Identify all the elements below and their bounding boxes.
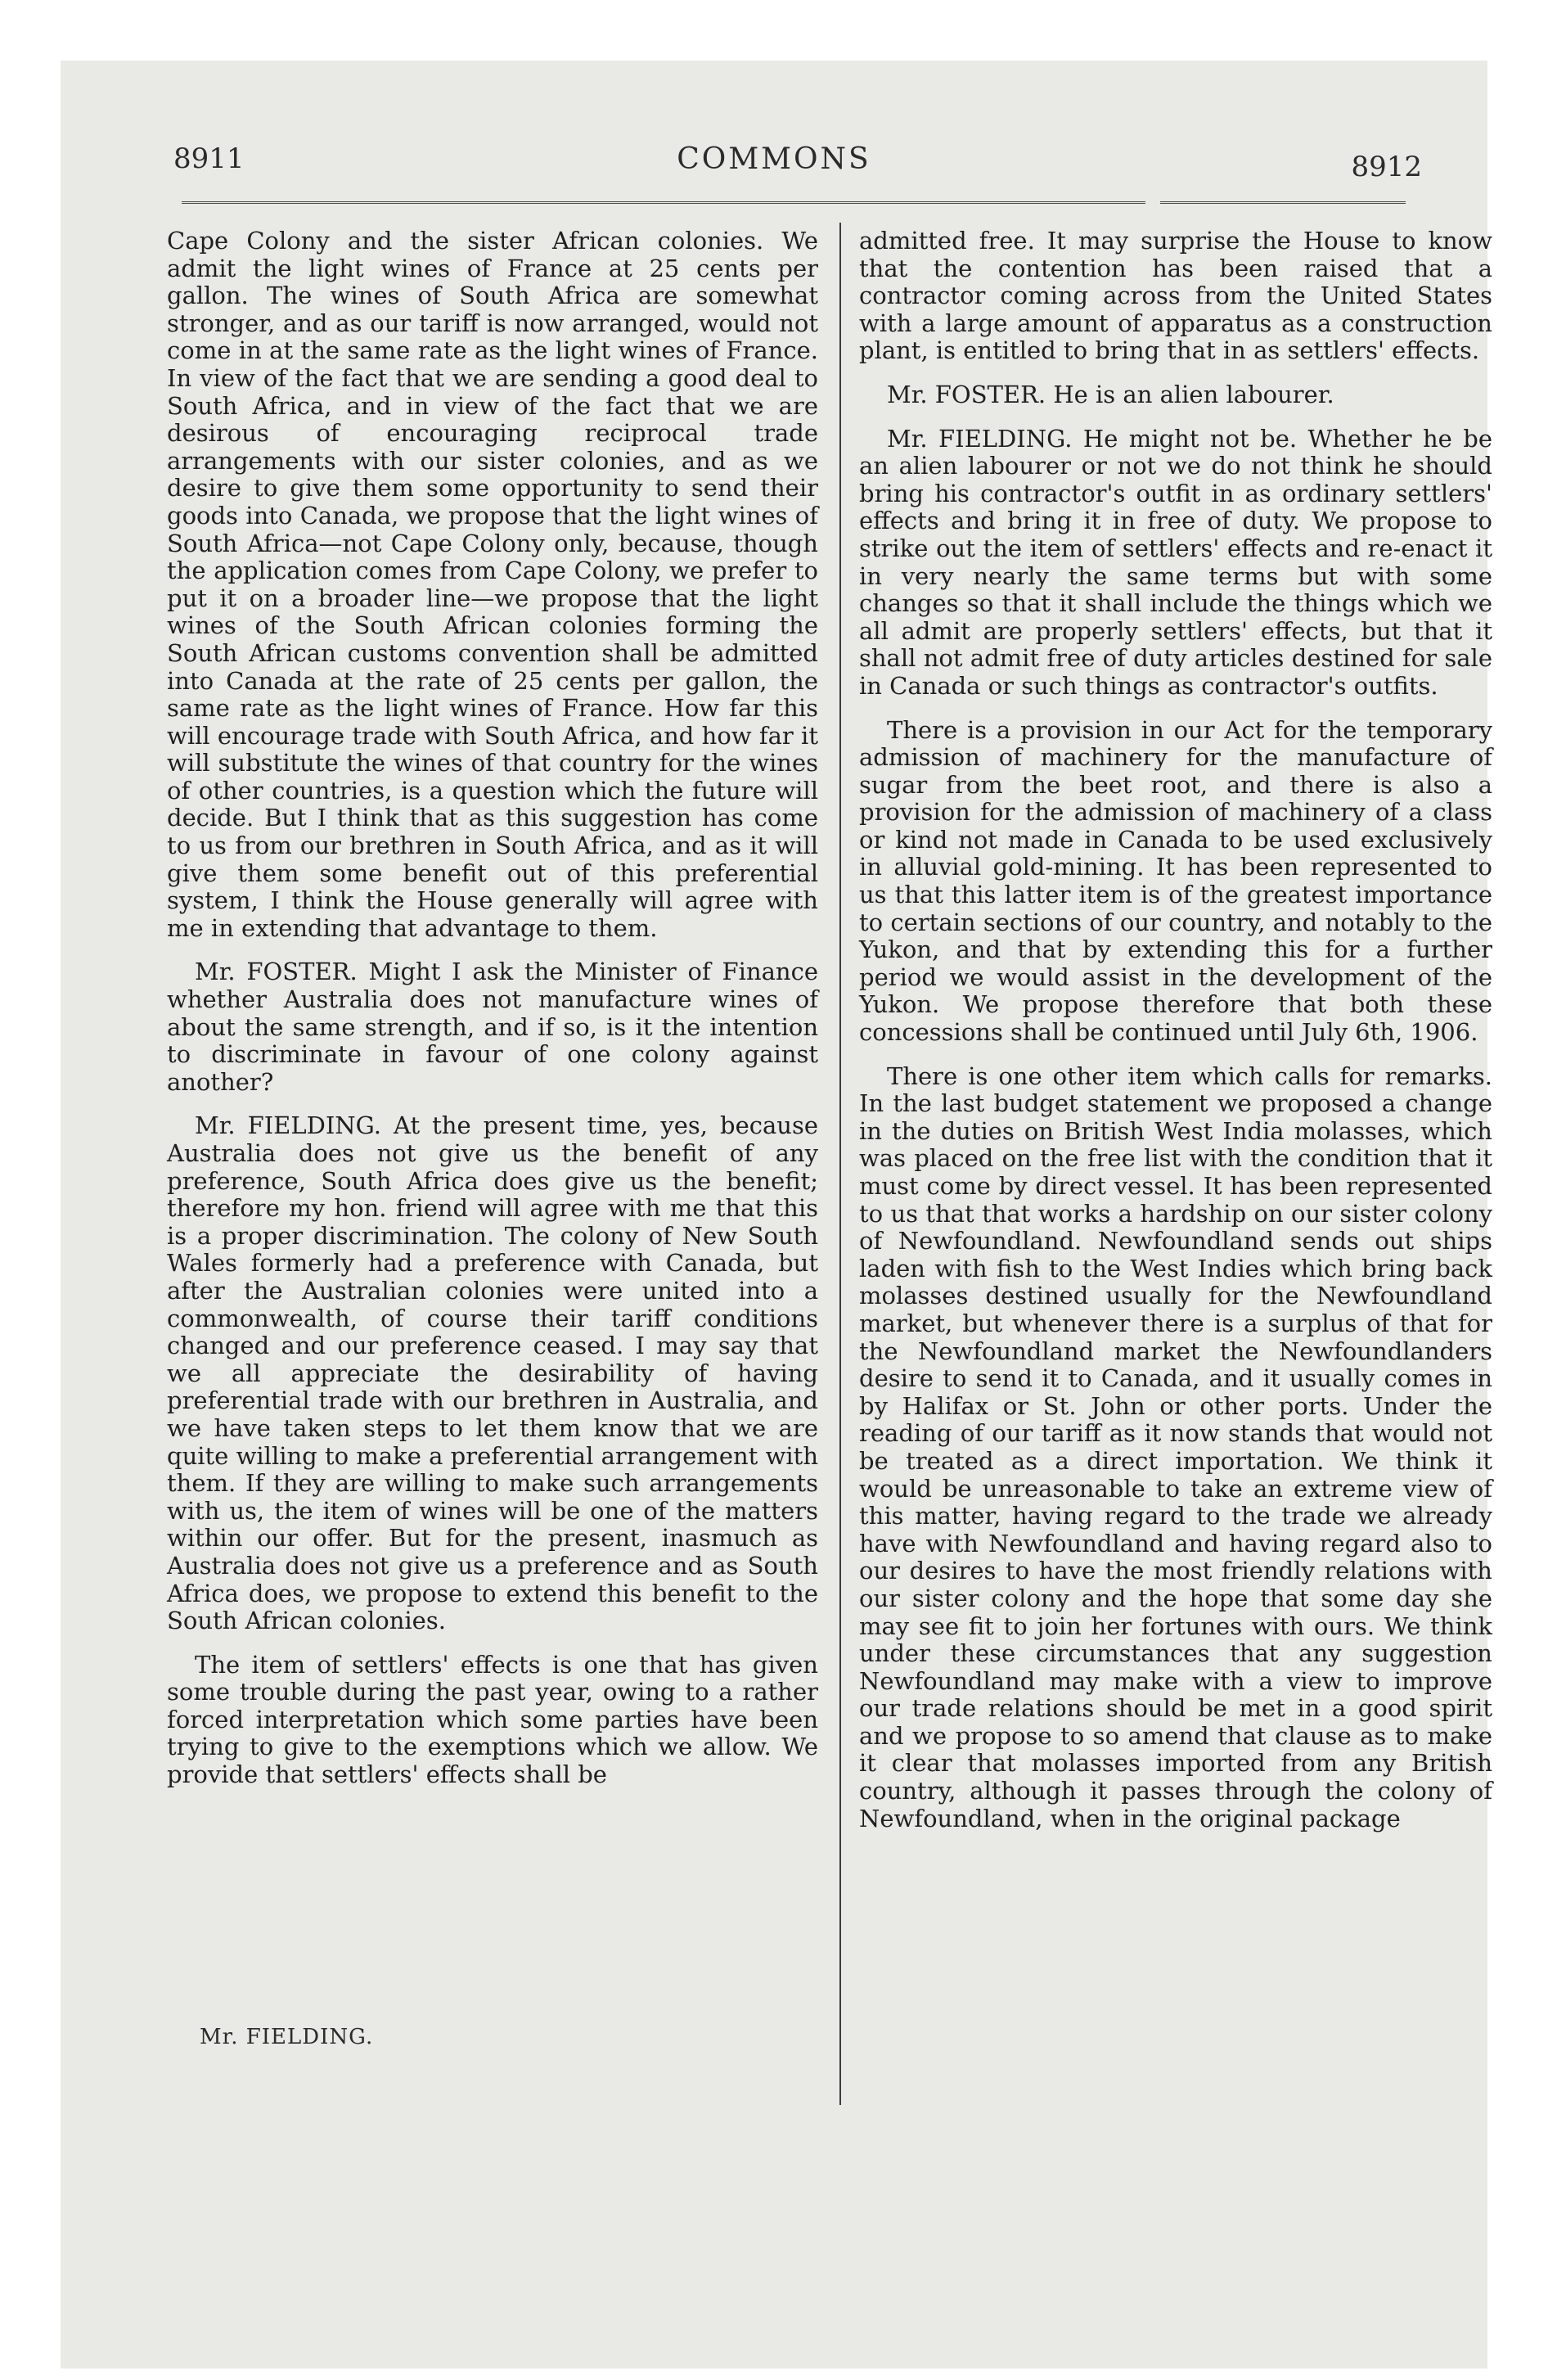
paragraph: Mr. FOSTER. Might I ask the Minister of Finance whether Australia does not manufacture wines of about the same strength, and if so, is it the intention to discriminate in favour of one colony against another? [167,958,818,1096]
running-title: COMMONS [677,142,871,176]
paragraph: The item of settlers' effects is one that has given some trouble during the past year, owing to a rather forced interpretation which some parties have been trying to give to the exemptions which we allow. We provide that settlers' effects shall be [167,1650,818,1789]
page-number-right: 8912 [1351,151,1422,183]
scanned-page [61,61,1492,2369]
header-rule-left [182,201,1145,204]
paragraph: There is one other item which calls for remarks. In the last budget statement we proposed a change in the duties on British West India molasses, which was placed on the free list with the condition that it must come by direct vessel. It has been represented to us that that works a hardship on our sister colony of Newfoundland. Newfoundland sends out ships laden with fish to the West Indies which bring back molasses destined usually for the Newfoundland market, but whenever there is a surplus of that for the Newfoundland market the Newfoundlanders desire to send it to Canada, and it usually comes in by Halifax or St. John or other ports. Under the reading of our tariff as it now stands that would not be treated as a direct importation. We think it would be unreasonable to take an extreme view of this matter, having regard to the trade we already have with Newfoundland and having regard also to our desires to have the most friendly relations with our sister colony and the hope that some day she may see fit to join her fortunes with ours. We think under these circumstances that any suggestion Newfoundland may make with a view to improve our trade relations should be met in a good spirit and we propose to so amend that clause as to make it clear that molasses imported from any British country, although it passes through the colony of Newfoundland, when in the original package [859,1062,1492,1832]
left-column [167,228,818,1805]
column-divider [839,223,841,2105]
page-footer: Mr. FIELDING. [200,2025,374,2049]
paragraph: Cape Colony and the sister African colonies. We admit the light wines of France at 25 cents per gallon. The wines of South Africa are somewhat stronger, and as our tariff is now arranged, would not come in at the same rate as the light wines of France. In view of the fact that we are sending a good deal to South Africa, and in view of the fact that we are desirous of encouraging reciprocal trade arrangements with our sister colonies, and as we desire to give them some opportunity to send their goods into Canada, we propose that the light wines of South Africa—not Cape Colony only, because, though the application comes from Cape Colony, we prefer to put it on a broader line—we propose that the light wines of the South African colonies forming the South African customs convention shall be admitted into Canada at the rate of 25 cents per gallon, the same rate as the light wines of France. How far this will encourage trade with South Africa, and how far it will substitute the wines of that country for the wines of other countries, is a question which the future will decide. But I think that as this suggestion has come to us from our brethren in South Africa, and as it will give them some benefit out of this preferential system, I think the House generally will agree with me in extending that advantage to them. [167,227,818,942]
paragraph: Mr. FOSTER. He is an alien labourer. [887,380,1334,408]
page-number-left: 8911 [173,142,245,175]
page-header [61,142,1487,192]
header-rule-right [1160,201,1406,204]
paragraph: Mr. FIELDING. He might not be. Whether he be an alien labourer or not we do not think he should bring his contractor's outfit in as ordinary settlers' effects and bring it in free of duty. We propose to strike out the item of settlers' effects and re-enact it in very nearly the same terms but with some changes so that it shall include the things which we all admit are properly settlers' effects, but that it shall not admit free of duty articles destined for sale in Canada or such things as contractor's outfits. [859,424,1492,700]
paragraph: There is a provision in our Act for the temporary admission of machinery for the manufacture of sugar from the beet root, and there is also a provision for the admission of machinery of a class or kind not made in Canada to be used exclusively in alluvial gold-mining. It has been represented to us that this latter item is of the greatest importance to certain sections of our country, and notably to the Yukon, and that by extending this for a further period we would assist in the development of the Yukon. We propose therefore that both these concessions shall be continued until July 6th, 1906. [859,715,1492,1047]
right-column [859,228,1492,1849]
paragraph: Mr. FIELDING. At the present time, yes, because Australia does not give us the benefit of any preference, South Africa does give us the benefit; therefore my hon. friend will agree with me that this is a proper discrimination. The colony of New South Wales formerly had a preference with Canada, but after the Australian colonies were united into a commonwealth, of course their tariff conditions changed and our preference ceased. I may say that we all appreciate the desirability of having preferential trade with our brethren in Australia, and we have taken steps to let them know that we are quite willing to make a preferential arrangement with them. If they are willing to make such arrangements with us, the item of wines will be one of the matters within our offer. But for the present, inasmuch as Australia does not give us a preference and as South Africa does, we propose to extend this benefit to the South African colonies. [167,1111,818,1635]
paragraph: admitted free. It may surprise the House to know that the contention has been raised that a contractor coming across from the United States with a large amount of apparatus as a construction plant, is entitled to bring that in as settlers' effects. [859,227,1492,365]
